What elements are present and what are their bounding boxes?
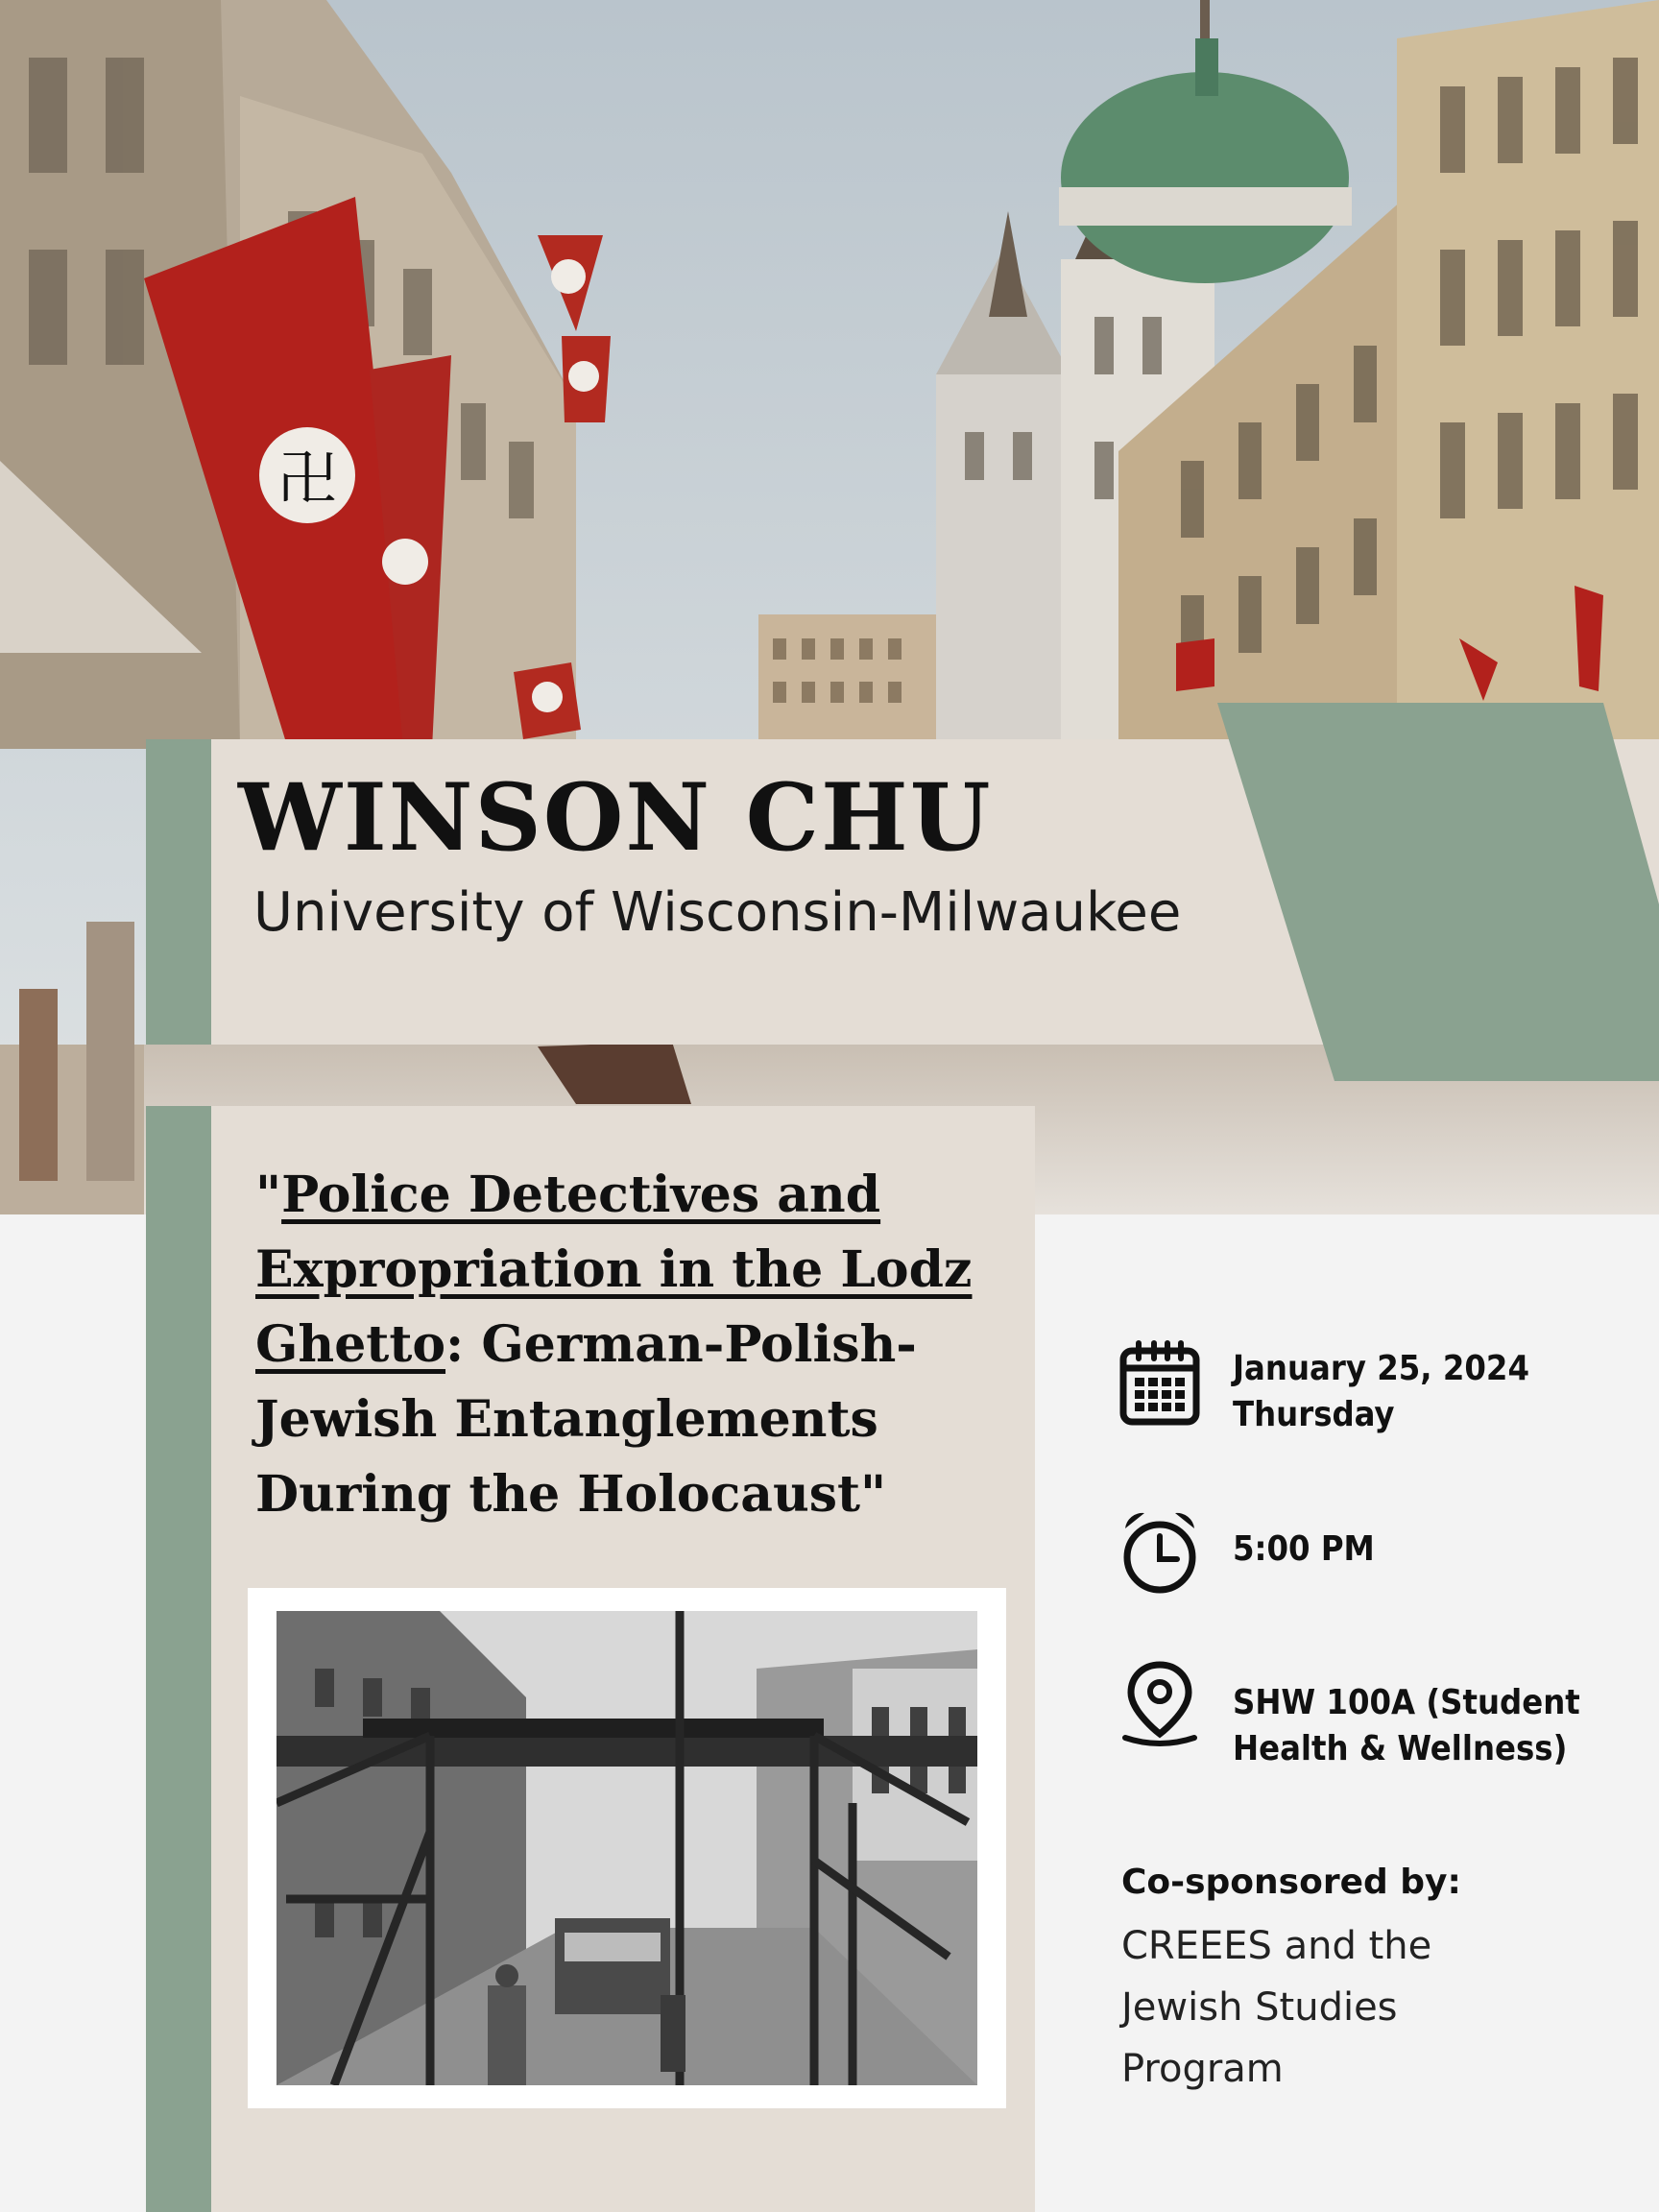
event-location-block xyxy=(1233,1680,1580,1772)
event-date: January 25, 2024 xyxy=(1233,1349,1530,1388)
green-accent-bar-top xyxy=(146,739,211,1045)
event-weekday: Thursday xyxy=(1233,1395,1395,1434)
title-underlined-part-1: Police Detectives and xyxy=(281,1166,881,1224)
sponsor-line: Program xyxy=(1121,2047,1284,2091)
title-open-quote: " xyxy=(255,1166,282,1224)
decorative-green-parallelogram xyxy=(1210,701,1659,1085)
alarm-clock-icon xyxy=(1119,1507,1200,1596)
title-underlined-part-2: Expropriation in the Lodz xyxy=(255,1240,973,1299)
event-time: 5:00 PM xyxy=(1233,1529,1375,1569)
event-location-line-2: Health & Wellness) xyxy=(1233,1729,1568,1768)
event-location-line-1: SHW 100A (Student xyxy=(1233,1683,1580,1722)
event-date-block xyxy=(1233,1346,1529,1438)
map-pin-icon xyxy=(1119,1659,1200,1747)
ghetto-bridge-photo xyxy=(276,1611,977,2085)
title-line-5: During the Holocaust" xyxy=(255,1465,887,1524)
sponsor-line: CREEES and the xyxy=(1121,1924,1432,1968)
speaker-affiliation: University of Wisconsin-Milwaukee xyxy=(253,881,1182,944)
talk-title xyxy=(255,1158,1014,1532)
title-underlined-part-3: Ghetto xyxy=(255,1315,446,1374)
green-accent-bar-bottom xyxy=(146,1106,211,2212)
svg-text:卍: 卍 xyxy=(276,444,338,514)
title-line-4: Jewish Entanglements xyxy=(255,1390,878,1449)
calendar-icon xyxy=(1119,1339,1200,1428)
historical-photo-frame xyxy=(248,1588,1006,2108)
speaker-name: WINSON CHU xyxy=(238,763,993,872)
title-rest-line-3: : German-Polish- xyxy=(445,1315,917,1374)
sponsor-line: Jewish Studies xyxy=(1121,1985,1398,2030)
sponsor-heading: Co-sponsored by: xyxy=(1121,1863,1461,1902)
